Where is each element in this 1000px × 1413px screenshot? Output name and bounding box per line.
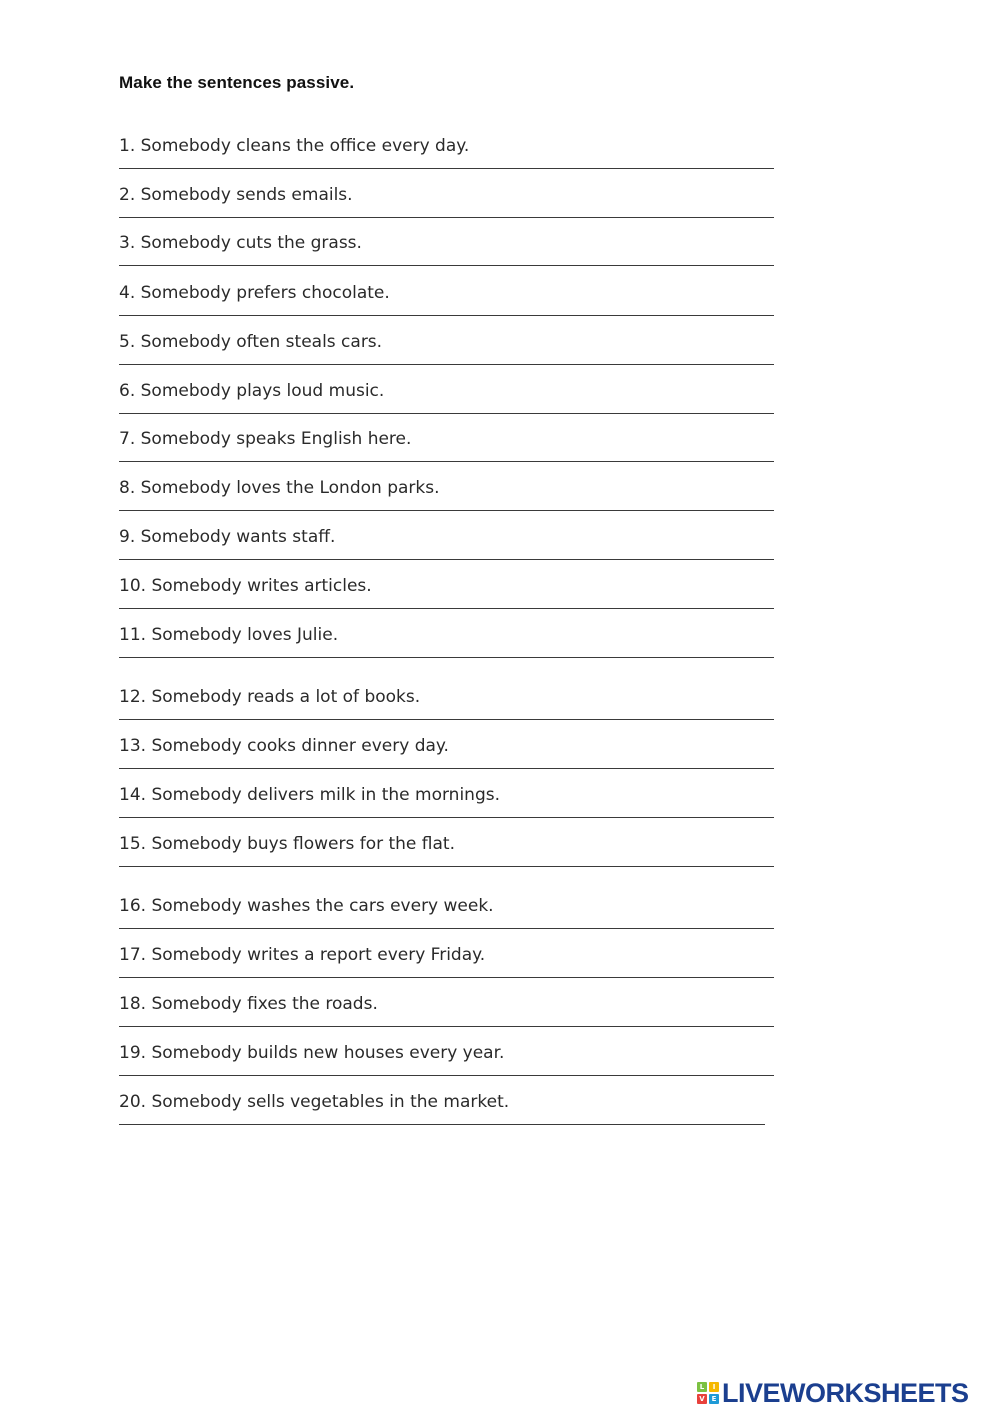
- logo-tile-v: V: [697, 1394, 707, 1404]
- exercise-item: [119, 184, 775, 224]
- exercise-item: [119, 380, 775, 420]
- exercise-sentence: 15. Somebody buys flowers for the flat.: [119, 834, 455, 854]
- answer-line[interactable]: [119, 866, 774, 867]
- exercise-item: [119, 575, 775, 615]
- exercise-item: [119, 477, 775, 517]
- answer-line[interactable]: [119, 1124, 765, 1125]
- exercise-sentence: 19. Somebody builds new houses every year.: [119, 1043, 505, 1063]
- exercise-sentence: 13. Somebody cooks dinner every day.: [119, 736, 449, 756]
- logo-tile-i: I: [709, 1382, 719, 1392]
- logo-tile-e: E: [709, 1394, 719, 1404]
- exercise-sentence: 1. Somebody cleans the office every day.: [119, 136, 470, 156]
- exercise-item: [119, 784, 775, 824]
- exercise-item: [119, 624, 775, 664]
- exercise-sentence: 14. Somebody delivers milk in the mornings.: [119, 785, 500, 805]
- answer-line[interactable]: [119, 559, 774, 560]
- answer-line[interactable]: [119, 657, 774, 658]
- exercise-sentence: 18. Somebody fixes the roads.: [119, 994, 378, 1014]
- answer-line[interactable]: [119, 265, 774, 266]
- answer-line[interactable]: [119, 168, 774, 169]
- logo-icon: [697, 1382, 719, 1404]
- exercise-item: [119, 993, 775, 1033]
- answer-line[interactable]: [119, 768, 774, 769]
- exercise-sentence: 12. Somebody reads a lot of books.: [119, 687, 421, 707]
- answer-line[interactable]: [119, 461, 774, 462]
- answer-line[interactable]: [119, 928, 774, 929]
- logo-text: LIVEWORKSHEETS: [722, 1378, 969, 1408]
- answer-line[interactable]: [119, 364, 774, 365]
- exercise-sentence: 7. Somebody speaks English here.: [119, 429, 412, 449]
- answer-line[interactable]: [119, 1026, 774, 1027]
- exercise-sentence: 9. Somebody wants staff.: [119, 527, 336, 547]
- exercise-item: [119, 232, 775, 272]
- exercise-sentence: 20. Somebody sells vegetables in the market.: [119, 1092, 510, 1112]
- exercise-sentence: 4. Somebody prefers chocolate.: [119, 283, 390, 303]
- exercise-item: [119, 944, 775, 984]
- exercise-sentence: 11. Somebody loves Julie.: [119, 625, 339, 645]
- answer-line[interactable]: [119, 719, 774, 720]
- answer-line[interactable]: [119, 977, 774, 978]
- answer-line[interactable]: [119, 1075, 774, 1076]
- answer-line[interactable]: [119, 315, 774, 316]
- answer-line[interactable]: [119, 510, 774, 511]
- exercise-item: [119, 428, 775, 468]
- exercise-item: [119, 686, 775, 726]
- exercise-sentence: 8. Somebody loves the London parks.: [119, 478, 440, 498]
- answer-line[interactable]: [119, 217, 774, 218]
- exercise-sentence: 2. Somebody sends emails.: [119, 185, 353, 205]
- exercise-item: [119, 135, 775, 175]
- exercise-item: [119, 526, 775, 566]
- exercise-sentence: 17. Somebody writes a report every Friday.: [119, 945, 486, 965]
- exercise-sentence: 5. Somebody often steals cars.: [119, 332, 383, 352]
- exercise-sentence: 6. Somebody plays loud music.: [119, 381, 385, 401]
- exercise-sentence: 16. Somebody washes the cars every week.: [119, 896, 494, 916]
- exercise-item: [119, 282, 775, 322]
- exercise-item: [119, 1091, 775, 1131]
- exercise-item: [119, 833, 775, 873]
- exercise-item: [119, 1042, 775, 1082]
- answer-line[interactable]: [119, 817, 774, 818]
- exercise-sentence: 3. Somebody cuts the grass.: [119, 233, 362, 253]
- answer-line[interactable]: [119, 608, 774, 609]
- answer-line[interactable]: [119, 413, 774, 414]
- exercise-item: [119, 735, 775, 775]
- exercise-sentence: 10. Somebody writes articles.: [119, 576, 372, 596]
- liveworksheets-logo: [697, 1378, 969, 1408]
- worksheet-instructions: Make the sentences passive.: [119, 73, 355, 92]
- logo-tile-l: L: [697, 1382, 707, 1392]
- exercise-item: [119, 331, 775, 371]
- exercise-item: [119, 895, 775, 935]
